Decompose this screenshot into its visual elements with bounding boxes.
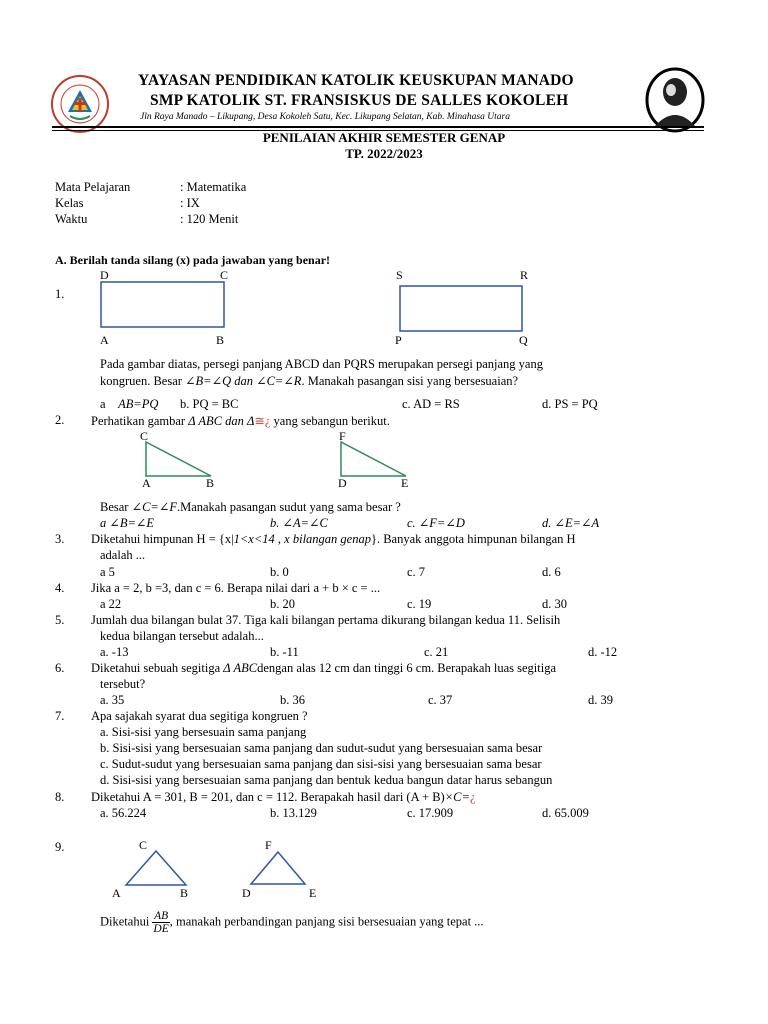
- q3-number: 3.: [55, 532, 65, 546]
- info-subject-label: Mata Pelajaran: [55, 180, 131, 194]
- q9-label-a: A: [112, 886, 121, 900]
- info-time-value: : 120 Menit: [180, 212, 239, 226]
- q1-label-r: R: [520, 268, 529, 282]
- exam-title: PENILAIAN AKHIR SEMESTER GENAP: [262, 130, 506, 145]
- q9-text: Diketahui $\frac{AB}{DE}$ , manakah perbandingan panjang sisi bersesuaian yang tepat ...: [100, 910, 484, 935]
- q3-option-c[interactable]: c. 7: [407, 565, 426, 579]
- q9-fraction: $\frac{AB}{DE}$: [153, 910, 169, 935]
- q3-option-d[interactable]: d. 6: [542, 565, 561, 579]
- q8-text: Diketahui A = 301, B = 201, dan c = 112. Berapakah hasil dari (A + B)×C=¿: [91, 790, 476, 804]
- school-name: SMP KATOLIK ST. FRANSISKUS DE SALLES KOKOLEH: [150, 92, 569, 109]
- principal-portrait: [645, 68, 705, 132]
- q2-option-d[interactable]: d. ∠E=∠A: [542, 516, 600, 530]
- q8-option-b[interactable]: b. 13.129: [270, 806, 317, 820]
- q6-text-line1: Diketahui sebuah segitiga Δ ABCdengan alas 12 cm dan tinggi 6 cm. Berapakah luas segitiga: [91, 661, 556, 675]
- q5-number: 5.: [55, 613, 65, 627]
- q6-option-c[interactable]: c. 37: [428, 693, 453, 707]
- q2-text: Perhatikan gambar Δ ABC dan Δ≅¿ yang sebangun berikut.: [91, 414, 390, 428]
- q2-number: 2.: [55, 413, 65, 427]
- q1-label-s: S: [396, 268, 403, 282]
- q2-label-a: A: [142, 476, 151, 490]
- q2-triangle-def: [340, 441, 408, 477]
- q5-option-d[interactable]: d. -12: [588, 645, 618, 659]
- q1-option-c[interactable]: c. AD = RS: [402, 397, 460, 411]
- q9-label-f: F: [265, 838, 272, 852]
- foundation-name: YAYASAN PENDIDIKAN KATOLIK KEUSKUPAN MANADO: [138, 72, 574, 89]
- q4-number: 4.: [55, 581, 65, 595]
- q7-option-b[interactable]: b. Sisi-sisi yang bersesuaian sama panjang dan sudut-sudut yang bersesuaian sama besar: [100, 741, 543, 755]
- school-year: TP. 2022/2023: [345, 146, 423, 161]
- q8-option-d[interactable]: d. 65.009: [542, 806, 589, 820]
- q1-label-a: A: [100, 333, 109, 347]
- q9-triangle-def: [250, 851, 306, 885]
- q2-label-b: B: [206, 476, 215, 490]
- q2-option-c[interactable]: c. ∠F=∠D: [407, 516, 465, 530]
- q2-triangle-abc: [145, 441, 213, 477]
- q9-label-e: E: [309, 886, 317, 900]
- q7-option-a[interactable]: a. Sisi-sisi yang bersesuain sama panjang: [100, 725, 307, 739]
- info-class-label: Kelas: [55, 196, 84, 210]
- q1-label-q: Q: [519, 333, 528, 347]
- q2-label-e: E: [401, 476, 409, 490]
- info-time-label: Waktu: [55, 212, 88, 226]
- q3-text-line1: Diketahui himpunan H = {x|1<x<14 , x bilangan genap}. Banyak anggota himpunan bilangan H: [91, 532, 576, 546]
- q9-label-c: C: [139, 838, 148, 852]
- q8-option-c[interactable]: c. 17.909: [407, 806, 454, 820]
- q1-rectangle-abcd: [100, 281, 226, 329]
- q4-option-d[interactable]: d. 30: [542, 597, 567, 611]
- q1-label-p: P: [395, 333, 402, 347]
- q7-number: 7.: [55, 709, 65, 723]
- q1-label-c: C: [220, 268, 229, 282]
- q2-option-a[interactable]: a ∠B=∠E: [100, 516, 155, 530]
- q6-option-a[interactable]: a. 35: [100, 693, 125, 707]
- q3-text-line2: adalah ...: [100, 548, 146, 562]
- info-class-value: : IX: [180, 196, 200, 210]
- section-a-instruction: A. Berilah tanda silang (x) pada jawaban yang benar!: [55, 253, 331, 267]
- q6-option-d[interactable]: d. 39: [588, 693, 613, 707]
- header-divider: [52, 126, 704, 128]
- q4-option-b[interactable]: b. 20: [270, 597, 295, 611]
- q5-option-a[interactable]: a. -13: [100, 645, 129, 659]
- q1-option-a[interactable]: a AB=PQ: [100, 397, 159, 411]
- q5-text-line1: Jumlah dua bilangan bulat 37. Tiga kali bilangan pertama dikurang bilangan kedua 11. Selisih: [91, 613, 561, 627]
- q2-option-b[interactable]: b. ∠A=∠C: [270, 516, 328, 530]
- q3-option-a[interactable]: a 5: [100, 565, 115, 579]
- q2-label-c: C: [140, 429, 149, 443]
- q7-option-d[interactable]: d. Sisi-sisi yang bersesuaian sama panjang dan bentuk kedua bangun datar harus sebangun: [100, 773, 553, 787]
- q1-rectangle-pqrs: [399, 285, 524, 333]
- q9-label-b: B: [180, 886, 189, 900]
- q9-number: 9.: [55, 840, 65, 854]
- q5-text-line2: kedua bilangan tersebut adalah...: [100, 629, 264, 643]
- q2-label-f: F: [339, 429, 346, 443]
- q1-label-d: D: [100, 268, 109, 282]
- q2-label-d: D: [338, 476, 347, 490]
- info-subject-value: : Matematika: [180, 180, 247, 194]
- q4-text: Jika a = 2, b =3, dan c = 6. Berapa nilai dari a + b × c = ...: [91, 581, 381, 595]
- school-address: Jln Raya Manado – Likupang, Desa Kokoleh Satu, Kec. Likupang Selatan, Kab. Minahasa Utara: [140, 112, 510, 122]
- q1-text-line2: kongruen. Besar ∠B=∠Q dan ∠C=∠R. Manakah pasangan sisi yang bersesuaian?: [100, 374, 519, 388]
- q9-triangle-abc: [125, 850, 187, 886]
- q3-option-b[interactable]: b. 0: [270, 565, 289, 579]
- q2-question: Besar ∠C=∠F.Manakah pasangan sudut yang sama besar ?: [100, 500, 401, 514]
- q5-option-b[interactable]: b. -11: [270, 645, 299, 659]
- q1-number: 1.: [55, 287, 65, 301]
- q1-option-d[interactable]: d. PS = PQ: [542, 397, 598, 411]
- q1-option-b[interactable]: b. PQ = BC: [180, 397, 239, 411]
- school-logo: [50, 74, 110, 134]
- q6-text-line2: tersebut?: [100, 677, 146, 691]
- q7-text: Apa sajakah syarat dua segitiga kongruen ?: [91, 709, 308, 723]
- q5-option-c[interactable]: c. 21: [424, 645, 449, 659]
- q6-option-b[interactable]: b. 36: [280, 693, 305, 707]
- q8-option-a[interactable]: a. 56.224: [100, 806, 147, 820]
- q1-text-line1: Pada gambar diatas, persegi panjang ABCD dan PQRS merupakan persegi panjang yang: [100, 357, 543, 371]
- q7-option-c[interactable]: c. Sudut-sudut yang bersesuaian sama panjang dan sisi-sisi yang bersesuaian sama besar: [100, 757, 542, 771]
- q9-label-d: D: [242, 886, 251, 900]
- q4-option-a[interactable]: a 22: [100, 597, 122, 611]
- q1-label-b: B: [216, 333, 225, 347]
- q4-option-c[interactable]: c. 19: [407, 597, 432, 611]
- q8-number: 8.: [55, 790, 65, 804]
- q6-number: 6.: [55, 661, 65, 675]
